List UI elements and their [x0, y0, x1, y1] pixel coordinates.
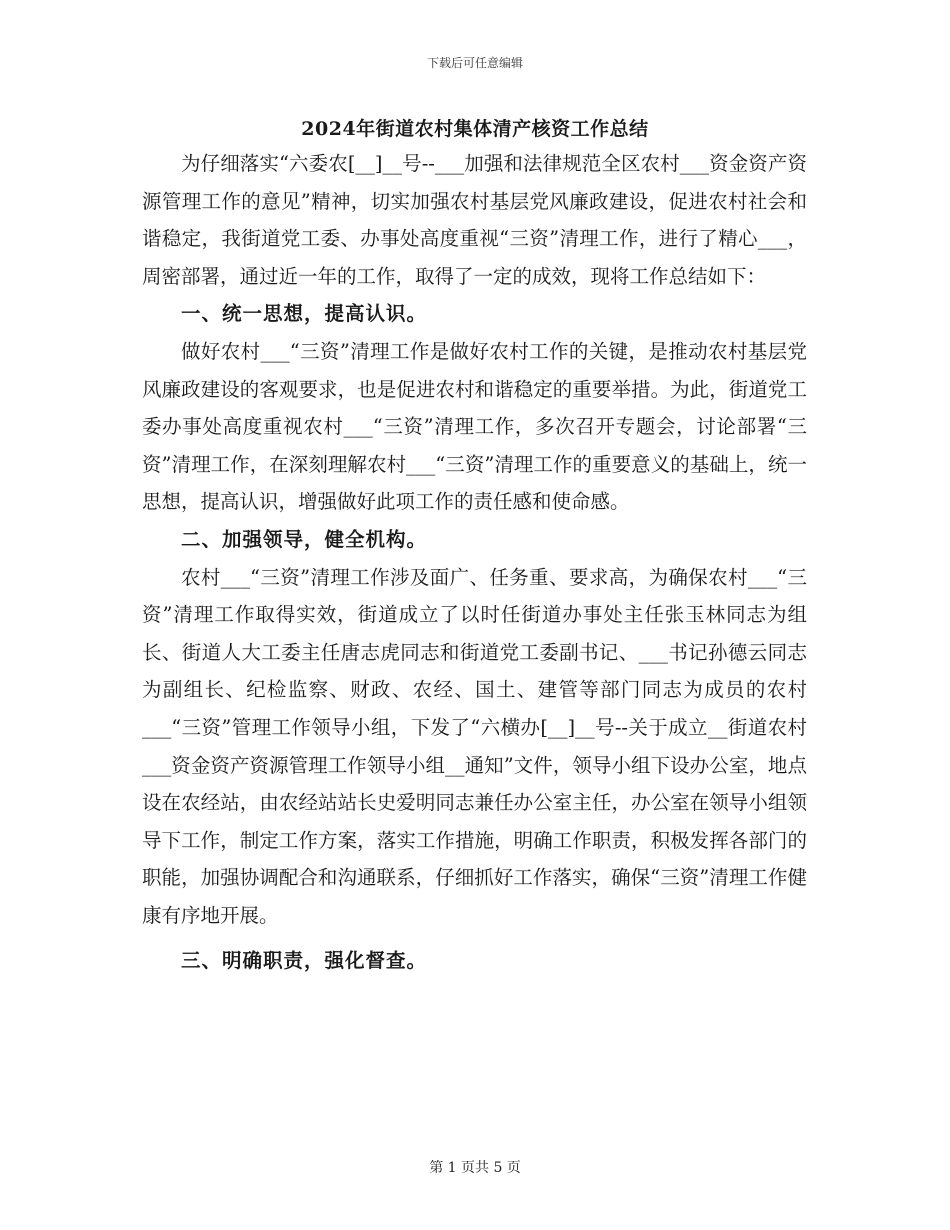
document-title: 2024年街道农村集体清产核资工作总结: [301, 118, 649, 140]
section-2-paragraph: 农村___“三资”清理工作涉及面广、任务重、要求高，为确保农村___“三资”清理工作取得实效，街道成立了以时任街道办事处主任张玉林同志为组长、街道人大工委主任唐志虎同志和街道党工委副书记、___书记孙德云同志为副组长、纪检监察、财政、农经、国土、建管等部门同志为成员的农村___“三资”管理工作领导小组，下发了“六横办[__]__号--关于成立__街道农村___资金资产资源管理工作领导小组__通知”文件，领导小组下设办公室，地点设在农经站，由农经站站长史爱明同志兼任办公室主任，办公室在领导小组领导下工作，制定工作方案，落实工作措施，明确工作职责，积极发挥各部门的职能，加强协调配合和沟通联系，仔细抓好工作落实，确保“三资”清理工作健康有序地开展。: [142, 565, 807, 927]
section-1-paragraph: 做好农村___“三资”清理工作是做好农村工作的关键，是推动农村基层党风廉政建设的客观要求，也是促进农村和谐稳定的重要举措。为此，街道党工委办事处高度重视农村___“三资”清理工作，多次召开专题会，讨论部署“三资”清理工作，在深刻理解农村___“三资”清理工作的重要意义的基础上，统一思想，提高认识，增强做好此项工作的责任感和使命感。: [142, 339, 807, 514]
header-note: 下载后可任意编辑: [426, 56, 523, 70]
section-heading-3: 三、明确职责，强化督查。: [181, 949, 428, 973]
page-footer: 第 1 页共 5 页: [429, 1160, 521, 1176]
section-heading-1: 一、统一思想，提高认识。: [181, 302, 428, 326]
document-body: [142, 145, 807, 980]
section-heading-2: 二、加强领导，健全机构。: [181, 527, 428, 551]
intro-paragraph: 为仔细落实“六委农[__]__号--___加强和法律规范全区农村___资金资产资源管理工作的意见”精神，切实加强农村基层党风廉政建设，促进农村社会和谐稳定，我街道党工委、办事处高度重视“三资”清理工作，进行了精心___，周密部署，通过近一年的工作，取得了一定的成效，现将工作总结如下：: [142, 152, 807, 288]
